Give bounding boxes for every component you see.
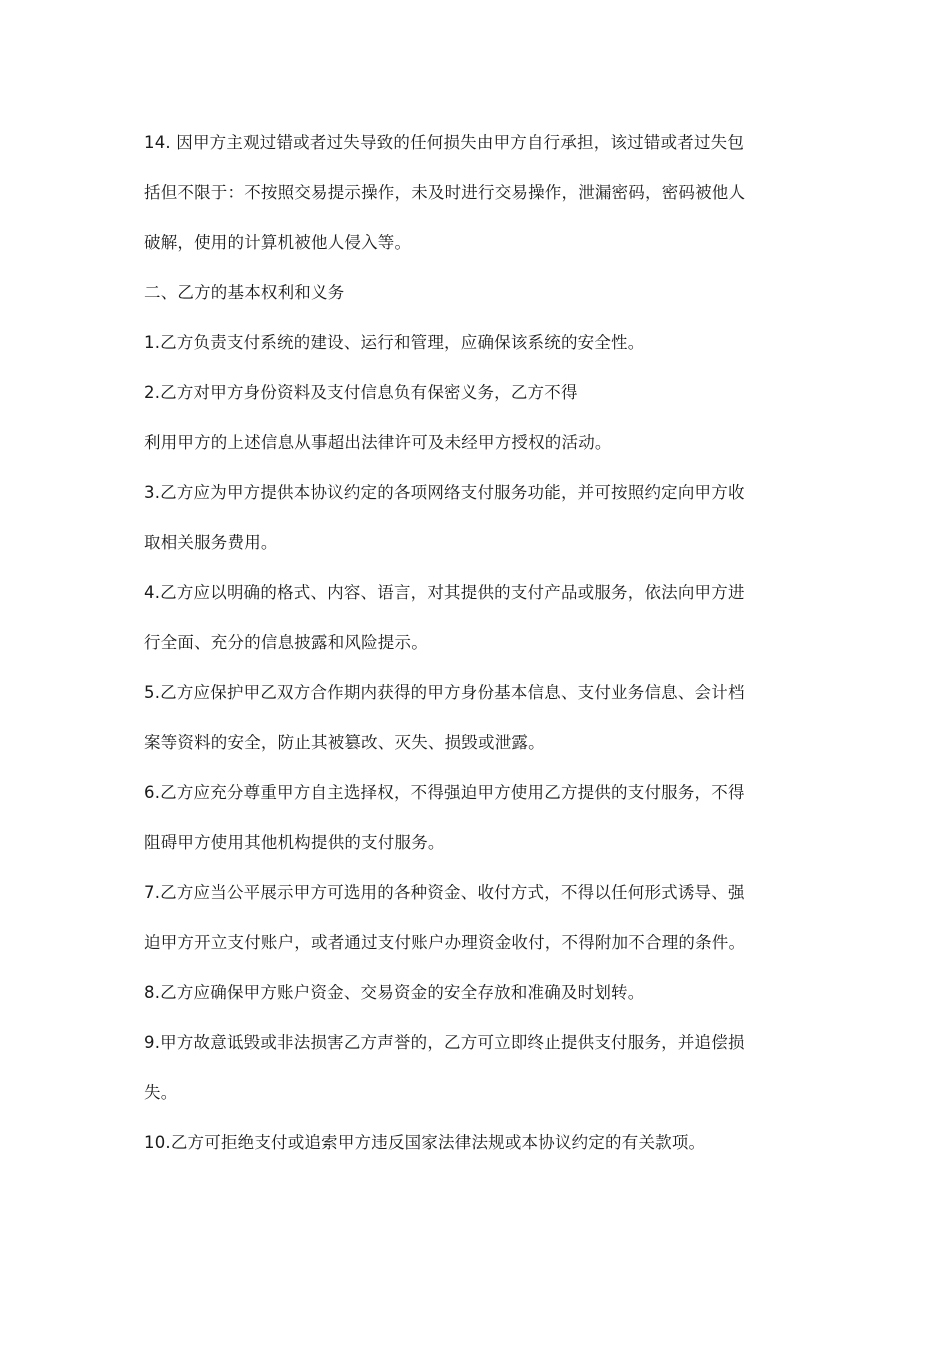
text-line: 破解，使用的计算机被他人侵入等。 [144,233,412,252]
text-line: 2.乙方对甲方身份资料及支付信息负有保密义务，乙方不得 [144,383,578,402]
text-line: 14. 因甲方主观过错或者过失导致的任何损失由甲方自行承担，该过错或者过失包 [144,133,745,152]
text-line: 阻碍甲方使用其他机构提供的支付服务。 [144,833,445,852]
text-line: 案等资料的安全，防止其被篡改、灭失、损毁或泄露。 [144,733,545,752]
section-heading: 二、乙方的基本权利和义务 [144,283,345,302]
text-line: 括但不限于：不按照交易提示操作，未及时进行交易操作，泄漏密码，密码被他人 [144,183,746,202]
text-line: 行全面、充分的信息披露和风险提示。 [144,633,428,652]
text-line: 6.乙方应充分尊重甲方自主选择权，不得强迫甲方使用乙方提供的支付服务，不得 [144,783,745,802]
text-line: 1.乙方负责支付系统的建设、运行和管理，应确保该系统的安全性。 [144,333,645,352]
text-line: 8.乙方应确保甲方账户资金、交易资金的安全存放和准确及时划转。 [144,983,645,1002]
text-line: 10.乙方可拒绝支付或追索甲方违反国家法律法规或本协议约定的有关款项。 [144,1133,706,1152]
text-line: 4.乙方应以明确的格式、内容、语言，对其提供的支付产品或服务，依法向甲方进 [144,583,745,602]
text-line: 取相关服务费用。 [144,533,278,552]
text-line: 迫甲方开立支付账户，或者通过支付账户办理资金收付，不得附加不合理的条件。 [144,933,746,952]
text-line: 9.甲方故意诋毁或非法损害乙方声誉的，乙方可立即终止提供支付服务，并追偿损 [144,1033,745,1052]
text-line: 失。 [144,1083,178,1102]
text-line: 5.乙方应保护甲乙双方合作期内获得的甲方身份基本信息、支付业务信息、会计档 [144,683,745,702]
text-line: 7.乙方应当公平展示甲方可选用的各种资金、收付方式，不得以任何形式诱导、强 [144,883,745,902]
text-line: 利用甲方的上述信息从事超出法律许可及未经甲方授权的活动。 [144,433,612,452]
text-line: 3.乙方应为甲方提供本协议约定的各项网络支付服务功能，并可按照约定向甲方收 [144,483,745,502]
